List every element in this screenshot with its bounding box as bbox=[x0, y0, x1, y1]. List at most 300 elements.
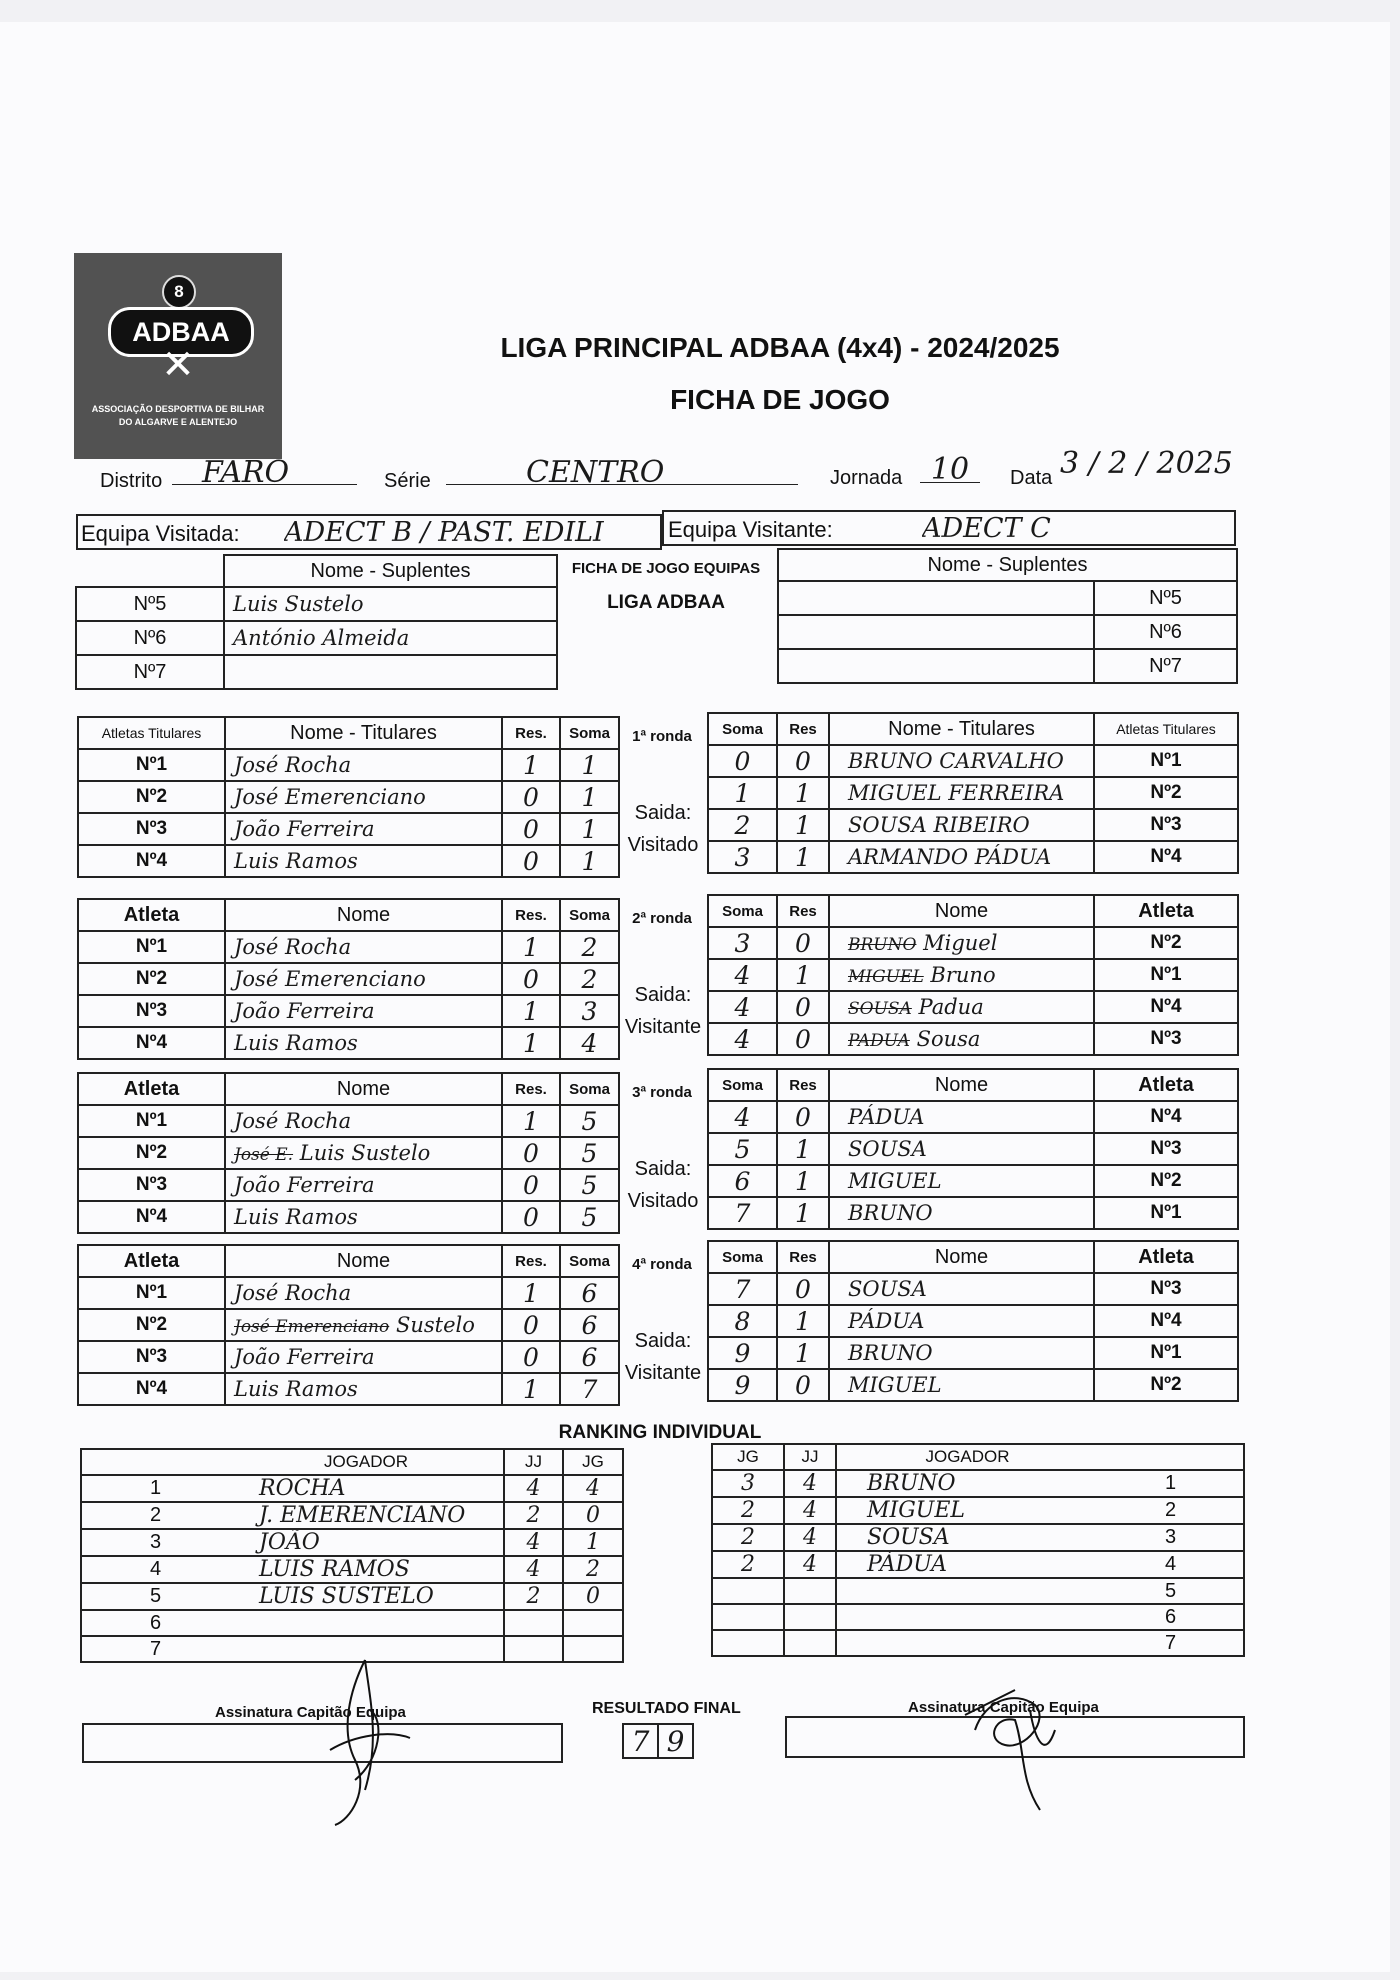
table-row bbox=[78, 813, 619, 845]
result-cell[interactable]: 1 bbox=[502, 1277, 560, 1309]
ranking-jj[interactable] bbox=[784, 1578, 836, 1604]
table-row bbox=[78, 1105, 619, 1137]
result-cell[interactable]: 0 bbox=[777, 1023, 829, 1055]
table-row bbox=[708, 809, 1238, 841]
ranking-jg[interactable] bbox=[563, 1610, 623, 1636]
player-name[interactable]: Luis Ramos bbox=[225, 845, 502, 877]
round-1-home-table bbox=[77, 716, 620, 878]
ranking-jg[interactable]: 3 bbox=[712, 1470, 784, 1497]
player-name[interactable]: BRUNO bbox=[829, 1197, 1094, 1229]
sum-cell[interactable]: 3 bbox=[708, 927, 777, 959]
ranking-jj-header: JJ bbox=[504, 1449, 563, 1475]
table-row bbox=[78, 1169, 619, 1201]
ranking-row bbox=[81, 1475, 623, 1502]
ranking-jg-header: JG bbox=[563, 1449, 623, 1475]
sum-cell[interactable]: 8 bbox=[708, 1305, 777, 1337]
table-row bbox=[78, 1309, 619, 1341]
result-cell[interactable]: 1 bbox=[777, 1165, 829, 1197]
round-2-home-table bbox=[77, 898, 620, 1060]
athlete-number: Nº3 bbox=[78, 995, 225, 1027]
res-header: Res bbox=[777, 1241, 829, 1273]
struck-player-name: MIGUEL bbox=[848, 967, 924, 987]
result-cell[interactable]: 1 bbox=[502, 749, 560, 781]
ranking-jj[interactable]: 2 bbox=[504, 1502, 563, 1529]
athlete-number: Nº2 bbox=[78, 963, 225, 995]
athlete-number: Nº1 bbox=[1094, 1337, 1238, 1369]
sum-cell[interactable]: 1 bbox=[560, 749, 619, 781]
ranking-position: 4 bbox=[1098, 1551, 1244, 1578]
result-cell[interactable]: 0 bbox=[502, 1309, 560, 1341]
athlete-number: Nº4 bbox=[78, 1027, 225, 1059]
sum-cell[interactable]: 7 bbox=[708, 1197, 777, 1229]
round-label: 3ª ronda bbox=[632, 1084, 692, 1101]
ranking-player-name[interactable] bbox=[229, 1610, 504, 1636]
sum-cell[interactable]: 4 bbox=[708, 1023, 777, 1055]
result-cell[interactable]: 0 bbox=[502, 845, 560, 877]
ranking-player-header: JOGADOR bbox=[836, 1444, 1098, 1470]
table-row bbox=[708, 1165, 1238, 1197]
ranking-jj[interactable] bbox=[784, 1630, 836, 1656]
ranking-player-name[interactable]: PÁDUA bbox=[836, 1551, 1098, 1578]
ranking-jj[interactable]: 4 bbox=[784, 1470, 836, 1497]
sum-cell[interactable]: 5 bbox=[560, 1169, 619, 1201]
round-4-home-table bbox=[77, 1244, 620, 1406]
ranking-jg[interactable]: 2 bbox=[712, 1497, 784, 1524]
table-row bbox=[78, 1341, 619, 1373]
ranking-position: 7 bbox=[81, 1636, 229, 1662]
home-team-name[interactable]: ADECT B / PAST. EDILI bbox=[284, 517, 604, 548]
ranking-jg[interactable]: 2 bbox=[712, 1524, 784, 1551]
result-cell[interactable]: 1 bbox=[502, 1373, 560, 1405]
table-row bbox=[78, 1027, 619, 1059]
result-cell[interactable]: 1 bbox=[777, 841, 829, 873]
jornada-field[interactable]: 10 bbox=[920, 452, 980, 483]
table-row bbox=[708, 1369, 1238, 1401]
sum-cell[interactable]: 4 bbox=[708, 1101, 777, 1133]
result-cell[interactable]: 1 bbox=[777, 1133, 829, 1165]
name-header: Nome bbox=[225, 1245, 502, 1277]
ranking-jg[interactable] bbox=[563, 1636, 623, 1662]
table-row bbox=[708, 777, 1238, 809]
sum-cell[interactable]: 6 bbox=[560, 1341, 619, 1373]
sum-cell[interactable]: 4 bbox=[560, 1027, 619, 1059]
replacement-player-name: Sustelo bbox=[395, 1313, 475, 1337]
ranking-jg[interactable]: 4 bbox=[563, 1475, 623, 1502]
result-cell[interactable]: 1 bbox=[777, 1305, 829, 1337]
sub-name[interactable] bbox=[778, 581, 1094, 615]
round-2-away-table bbox=[707, 894, 1239, 1056]
result-cell[interactable]: 0 bbox=[502, 1169, 560, 1201]
soma-header: Soma bbox=[708, 1241, 777, 1273]
player-name[interactable]: Luis Ramos bbox=[225, 1201, 502, 1233]
table-row bbox=[708, 1273, 1238, 1305]
player-name[interactable]: João Ferreira bbox=[225, 813, 502, 845]
athlete-number: Nº1 bbox=[78, 749, 225, 781]
ranking-player-name[interactable]: BRUNO bbox=[836, 1470, 1098, 1497]
serie-label: Série bbox=[384, 470, 431, 492]
player-name[interactable]: MIGUEL bbox=[829, 1369, 1094, 1401]
athlete-number: Nº2 bbox=[78, 1137, 225, 1169]
sum-cell[interactable]: 1 bbox=[560, 781, 619, 813]
sum-cell[interactable]: 7 bbox=[708, 1273, 777, 1305]
final-result-home[interactable]: 7 bbox=[622, 1723, 659, 1759]
ranking-away-table bbox=[711, 1443, 1245, 1657]
player-name[interactable] bbox=[829, 927, 1094, 959]
ranking-player-name[interactable]: MIGUEL bbox=[836, 1497, 1098, 1524]
ranking-jj-header: JJ bbox=[784, 1444, 836, 1470]
table-row bbox=[708, 1337, 1238, 1369]
player-name[interactable]: PÁDUA bbox=[829, 1305, 1094, 1337]
player-name[interactable] bbox=[225, 1309, 502, 1341]
res-header: Res. bbox=[502, 899, 560, 931]
sum-cell[interactable]: 2 bbox=[560, 931, 619, 963]
table-row bbox=[708, 1101, 1238, 1133]
athlete-number: Nº4 bbox=[1094, 991, 1238, 1023]
athlete-number: Nº2 bbox=[1094, 1369, 1238, 1401]
player-name[interactable]: MIGUEL FERREIRA bbox=[829, 777, 1094, 809]
player-name[interactable] bbox=[225, 1137, 502, 1169]
ranking-position: 3 bbox=[81, 1529, 229, 1556]
sum-cell[interactable]: 5 bbox=[708, 1133, 777, 1165]
struck-player-name: SOUSA bbox=[848, 999, 912, 1019]
soma-header: Soma bbox=[560, 899, 619, 931]
ranking-position: 5 bbox=[81, 1583, 229, 1610]
sum-cell[interactable]: 1 bbox=[560, 845, 619, 877]
page-subtitle: FICHA DE JOGO bbox=[670, 384, 890, 415]
athlete-header: Atleta bbox=[1094, 1069, 1238, 1101]
ranking-jg[interactable]: 0 bbox=[563, 1583, 623, 1610]
saida-label: Saida: bbox=[634, 984, 692, 1006]
name-header: Nome bbox=[225, 899, 502, 931]
round-label: 4ª ronda bbox=[632, 1256, 692, 1273]
replacement-player-name: Miguel bbox=[923, 931, 998, 955]
table-row bbox=[708, 841, 1238, 873]
logo-subtitle-line-2: DO ALGARVE E ALENTEJO bbox=[118, 417, 238, 427]
result-cell[interactable]: 1 bbox=[502, 995, 560, 1027]
ranking-jj[interactable]: 4 bbox=[504, 1529, 563, 1556]
ranking-jj[interactable]: 4 bbox=[784, 1524, 836, 1551]
ranking-jj[interactable]: 4 bbox=[784, 1497, 836, 1524]
away-team-box bbox=[662, 510, 1236, 546]
soma-header: Soma bbox=[560, 1073, 619, 1105]
player-name[interactable]: José Emerenciano bbox=[225, 963, 502, 995]
name-header: Nome bbox=[829, 1069, 1094, 1101]
table-row bbox=[78, 1137, 619, 1169]
athlete-number: Nº3 bbox=[78, 1169, 225, 1201]
player-name[interactable]: ARMANDO PÁDUA bbox=[829, 841, 1094, 873]
result-cell[interactable]: 0 bbox=[502, 813, 560, 845]
athlete-number: Nº4 bbox=[78, 845, 225, 877]
round-1-away-table bbox=[707, 712, 1239, 874]
center-subtitle: LIGA ADBAA bbox=[607, 592, 725, 613]
away-team-name[interactable]: ADECT C bbox=[922, 513, 1051, 544]
result-cell[interactable]: 0 bbox=[502, 963, 560, 995]
ranking-row bbox=[81, 1610, 623, 1636]
page-title: LIGA PRINCIPAL ADBAA (4x4) - 2024/2025 bbox=[500, 332, 1060, 363]
table-row bbox=[78, 749, 619, 781]
ranking-row bbox=[712, 1578, 1244, 1604]
result-cell[interactable]: 1 bbox=[777, 1337, 829, 1369]
player-name[interactable]: BRUNO bbox=[829, 1337, 1094, 1369]
ranking-position: 2 bbox=[1098, 1497, 1244, 1524]
sum-cell[interactable]: 0 bbox=[708, 745, 777, 777]
player-name[interactable]: SOUSA bbox=[829, 1133, 1094, 1165]
struck-player-name: BRUNO bbox=[848, 935, 917, 955]
res-header: Res bbox=[777, 713, 829, 745]
ranking-jj[interactable] bbox=[504, 1610, 563, 1636]
final-result-away[interactable]: 9 bbox=[657, 1723, 694, 1759]
ranking-row bbox=[81, 1583, 623, 1610]
athlete-header: Atleta bbox=[78, 899, 225, 931]
final-result-label: RESULTADO FINAL bbox=[592, 1700, 741, 1717]
logo-subtitle bbox=[82, 403, 274, 429]
athlete-number: Nº2 bbox=[1094, 927, 1238, 959]
ranking-position: 4 bbox=[81, 1556, 229, 1583]
sum-cell[interactable]: 1 bbox=[708, 777, 777, 809]
player-name[interactable]: PÁDUA bbox=[829, 1101, 1094, 1133]
ranking-jj[interactable]: 2 bbox=[504, 1583, 563, 1610]
table-row bbox=[708, 1023, 1238, 1055]
logo-subtitle-line-1: ASSOCIAÇÃO DESPORTIVA DE BILHAR bbox=[91, 404, 265, 414]
sum-cell[interactable]: 1 bbox=[560, 813, 619, 845]
ranking-jg[interactable]: 1 bbox=[563, 1529, 623, 1556]
result-cell[interactable]: 0 bbox=[777, 1101, 829, 1133]
sum-cell[interactable]: 5 bbox=[560, 1201, 619, 1233]
center-title: FICHA DE JOGO EQUIPAS bbox=[571, 560, 761, 577]
table-row bbox=[78, 931, 619, 963]
sub-name[interactable]: António Almeida bbox=[224, 621, 557, 655]
ranking-row bbox=[712, 1470, 1244, 1497]
soma-header: Soma bbox=[708, 713, 777, 745]
ranking-player-name[interactable] bbox=[836, 1578, 1098, 1604]
table-row bbox=[708, 745, 1238, 777]
player-name[interactable] bbox=[829, 991, 1094, 1023]
sum-cell[interactable]: 3 bbox=[708, 841, 777, 873]
player-name[interactable]: José Rocha bbox=[225, 1277, 502, 1309]
ranking-jg[interactable] bbox=[712, 1630, 784, 1656]
table-row bbox=[78, 963, 619, 995]
athlete-number: Nº1 bbox=[78, 931, 225, 963]
sub-name[interactable] bbox=[778, 615, 1094, 649]
athlete-number: Nº4 bbox=[1094, 1101, 1238, 1133]
result-cell[interactable]: 1 bbox=[502, 931, 560, 963]
athlete-number: Nº3 bbox=[78, 813, 225, 845]
player-name[interactable]: João Ferreira bbox=[225, 1169, 502, 1201]
player-name[interactable]: Luis Ramos bbox=[225, 1373, 502, 1405]
ranking-row bbox=[712, 1497, 1244, 1524]
player-name[interactable] bbox=[829, 959, 1094, 991]
saida-label: Saida: bbox=[634, 1330, 692, 1352]
result-cell[interactable]: 1 bbox=[777, 959, 829, 991]
athlete-number: Nº2 bbox=[78, 781, 225, 813]
result-cell[interactable]: 0 bbox=[777, 1273, 829, 1305]
distrito-label: Distrito bbox=[100, 470, 163, 492]
athlete-number: Nº1 bbox=[78, 1277, 225, 1309]
saida-team: Visitante bbox=[624, 1362, 702, 1384]
name-header: Nome bbox=[829, 895, 1094, 927]
sub-number: Nº5 bbox=[76, 587, 224, 621]
ranking-jg[interactable]: 2 bbox=[712, 1551, 784, 1578]
sum-cell[interactable]: 4 bbox=[708, 991, 777, 1023]
ranking-jg[interactable] bbox=[712, 1604, 784, 1630]
saida-team: Visitado bbox=[627, 1190, 699, 1212]
ranking-player-name[interactable]: SOUSA bbox=[836, 1524, 1098, 1551]
ranking-player-name[interactable]: JOÃO bbox=[229, 1529, 504, 1556]
athlete-header: Atleta bbox=[78, 1245, 225, 1277]
result-cell[interactable]: 0 bbox=[777, 1369, 829, 1401]
result-cell[interactable]: 1 bbox=[777, 1197, 829, 1229]
ranking-row bbox=[712, 1551, 1244, 1578]
replacement-player-name: Bruno bbox=[930, 963, 996, 987]
result-cell[interactable]: 0 bbox=[502, 1201, 560, 1233]
home-team-box bbox=[76, 514, 662, 550]
ranking-jj[interactable] bbox=[504, 1636, 563, 1662]
ranking-jg[interactable]: 0 bbox=[563, 1502, 623, 1529]
round-label: 2ª ronda bbox=[632, 910, 692, 927]
sum-cell[interactable]: 2 bbox=[708, 809, 777, 841]
ranking-jj[interactable]: 4 bbox=[504, 1556, 563, 1583]
ranking-row bbox=[712, 1524, 1244, 1551]
ranking-player-header: JOGADOR bbox=[229, 1449, 504, 1475]
ranking-jg[interactable] bbox=[712, 1578, 784, 1604]
athlete-number: Nº2 bbox=[1094, 1165, 1238, 1197]
away-captain-signature bbox=[955, 1670, 1065, 1820]
table-row bbox=[708, 991, 1238, 1023]
ranking-position: 3 bbox=[1098, 1524, 1244, 1551]
table-row bbox=[78, 1277, 619, 1309]
ranking-jj[interactable] bbox=[784, 1604, 836, 1630]
player-name[interactable]: João Ferreira bbox=[225, 1341, 502, 1373]
ranking-position: 7 bbox=[1098, 1630, 1244, 1656]
ranking-jj[interactable]: 4 bbox=[784, 1551, 836, 1578]
round-3-away-table bbox=[707, 1068, 1239, 1230]
ranking-player-name[interactable] bbox=[836, 1604, 1098, 1630]
ranking-player-name[interactable]: LUIS SUSTELO bbox=[229, 1583, 504, 1610]
result-cell[interactable]: 0 bbox=[502, 781, 560, 813]
away-team-label: Equipa Visitante: bbox=[668, 517, 833, 542]
sub-number: Nº7 bbox=[76, 655, 224, 689]
data-label: Data bbox=[1010, 467, 1053, 489]
ranking-player-name[interactable]: ROCHA bbox=[229, 1475, 504, 1502]
player-name[interactable]: José Emerenciano bbox=[225, 781, 502, 813]
table-row bbox=[708, 959, 1238, 991]
sum-cell[interactable]: 9 bbox=[708, 1337, 777, 1369]
table-row bbox=[78, 781, 619, 813]
ranking-jj[interactable]: 4 bbox=[504, 1475, 563, 1502]
ranking-row bbox=[81, 1556, 623, 1583]
player-name[interactable]: Luis Ramos bbox=[225, 1027, 502, 1059]
replacement-player-name: Luis Sustelo bbox=[299, 1141, 431, 1165]
result-cell[interactable]: 0 bbox=[502, 1137, 560, 1169]
ranking-jg[interactable]: 2 bbox=[563, 1556, 623, 1583]
sum-cell[interactable]: 9 bbox=[708, 1369, 777, 1401]
away-subs-table bbox=[777, 548, 1238, 684]
athlete-header: Atletas Titulares bbox=[1094, 713, 1238, 745]
athlete-number: Nº3 bbox=[1094, 809, 1238, 841]
athlete-number: Nº2 bbox=[1094, 777, 1238, 809]
player-name[interactable]: José Rocha bbox=[225, 931, 502, 963]
sum-cell[interactable]: 5 bbox=[560, 1105, 619, 1137]
struck-player-name: José E. bbox=[234, 1145, 294, 1165]
result-cell[interactable]: 0 bbox=[777, 927, 829, 959]
result-cell[interactable]: 1 bbox=[502, 1027, 560, 1059]
player-name[interactable]: José Rocha bbox=[225, 749, 502, 781]
player-name[interactable] bbox=[829, 1023, 1094, 1055]
result-cell[interactable]: 0 bbox=[502, 1341, 560, 1373]
name-header: Nome bbox=[225, 1073, 502, 1105]
sub-name[interactable]: Luis Sustelo bbox=[224, 587, 557, 621]
round-4-away-table bbox=[707, 1240, 1239, 1402]
distrito-field[interactable]: FARO bbox=[172, 455, 357, 485]
ranking-position: 6 bbox=[1098, 1604, 1244, 1630]
athlete-number: Nº1 bbox=[78, 1105, 225, 1137]
athlete-number: Nº3 bbox=[1094, 1273, 1238, 1305]
sum-cell[interactable]: 7 bbox=[560, 1373, 619, 1405]
player-name[interactable]: BRUNO CARVALHO bbox=[829, 745, 1094, 777]
sub-number: Nº7 bbox=[1094, 649, 1237, 683]
eight-ball-icon: 8 bbox=[162, 275, 196, 309]
table-row bbox=[78, 995, 619, 1027]
replacement-player-name: Sousa bbox=[916, 1027, 981, 1051]
player-name[interactable]: MIGUEL bbox=[829, 1165, 1094, 1197]
sum-cell[interactable]: 6 bbox=[560, 1309, 619, 1341]
ranking-row bbox=[712, 1630, 1244, 1656]
sum-cell[interactable]: 6 bbox=[560, 1277, 619, 1309]
adbaa-logo bbox=[74, 253, 282, 459]
sum-cell[interactable]: 5 bbox=[560, 1137, 619, 1169]
sum-cell[interactable]: 3 bbox=[560, 995, 619, 1027]
home-team-label: Equipa Visitada: bbox=[81, 521, 240, 546]
ranking-position: 2 bbox=[81, 1502, 229, 1529]
saida-team: Visitante bbox=[624, 1016, 702, 1038]
logo-title: ADBAA bbox=[108, 307, 254, 357]
player-name[interactable]: SOUSA bbox=[829, 1273, 1094, 1305]
soma-header: Soma bbox=[560, 717, 619, 749]
sub-name[interactable] bbox=[778, 649, 1094, 683]
player-name[interactable]: José Rocha bbox=[225, 1105, 502, 1137]
serie-field[interactable]: CENTRO bbox=[446, 455, 798, 485]
athlete-number: Nº4 bbox=[1094, 1305, 1238, 1337]
res-header: Res. bbox=[502, 1073, 560, 1105]
result-cell[interactable]: 0 bbox=[777, 745, 829, 777]
ranking-player-name[interactable]: LUIS RAMOS bbox=[229, 1556, 504, 1583]
sum-cell[interactable]: 6 bbox=[708, 1165, 777, 1197]
ranking-player-name[interactable]: J. EMERENCIANO bbox=[229, 1502, 504, 1529]
result-cell[interactable]: 1 bbox=[777, 777, 829, 809]
struck-player-name: PADUA bbox=[848, 1031, 910, 1051]
table-row bbox=[78, 1201, 619, 1233]
table-row bbox=[78, 845, 619, 877]
saida-label: Saida: bbox=[634, 1158, 692, 1180]
sum-cell[interactable]: 2 bbox=[560, 963, 619, 995]
result-cell[interactable]: 1 bbox=[502, 1105, 560, 1137]
saida-label: Saida: bbox=[634, 802, 692, 824]
athlete-header: Atleta bbox=[1094, 1241, 1238, 1273]
sum-cell[interactable]: 4 bbox=[708, 959, 777, 991]
struck-player-name: José Emerenciano bbox=[234, 1317, 390, 1337]
athlete-header: Atleta bbox=[1094, 895, 1238, 927]
result-cell[interactable]: 0 bbox=[777, 991, 829, 1023]
result-cell[interactable]: 1 bbox=[777, 809, 829, 841]
player-name[interactable]: SOUSA RIBEIRO bbox=[829, 809, 1094, 841]
player-name[interactable]: João Ferreira bbox=[225, 995, 502, 1027]
data-field[interactable]: 3 / 2 / 2025 bbox=[1060, 446, 1233, 476]
table-row bbox=[78, 1373, 619, 1405]
sub-name[interactable] bbox=[224, 655, 557, 689]
ranking-player-name[interactable] bbox=[836, 1630, 1098, 1656]
res-header: Res. bbox=[502, 717, 560, 749]
round-label: 1ª ronda bbox=[632, 728, 692, 745]
